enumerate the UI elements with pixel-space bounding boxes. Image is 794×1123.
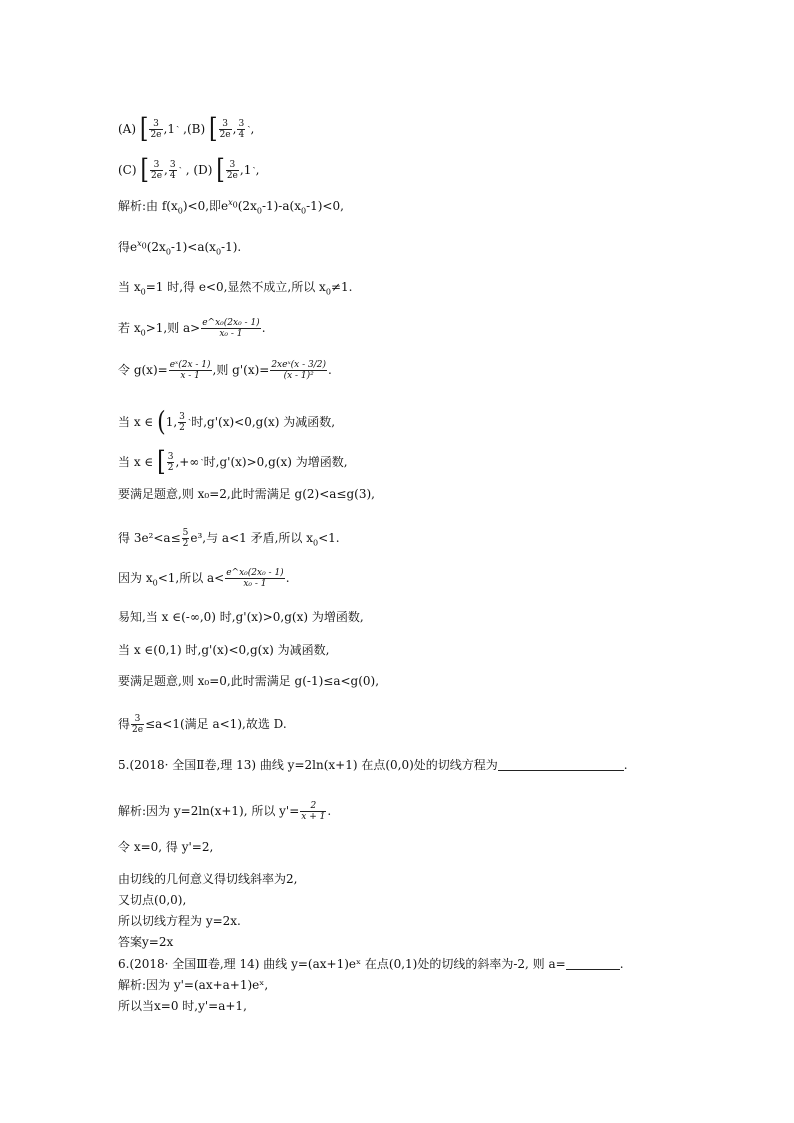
solution-line: 要满足题意,则 x₀=2,此时需满足 g(2)<a≤g(3), (118, 487, 375, 501)
option-a-label: (A) (118, 122, 137, 136)
answer-line: 答案y=2x (118, 935, 174, 949)
answer-blank (566, 958, 620, 970)
answer-blank (498, 759, 624, 771)
solution-line: 所以切线方程为 y=2x. (118, 914, 241, 928)
solution-line: 要满足题意,则 x₀=0,此时需满足 g(-1)≤a<g(0), (118, 674, 380, 688)
options-cd: (C) [ $\frac{3}{2e}$ , $\frac{3}{4}$ ˎ , (D) [ $\frac{3}{2e}$ ,1ˎ, (118, 154, 260, 186)
solution-line: 若 $x_0>1$,则 a> $\frac{\text{e\textasciicircum{}x₀(2x₀ - 1)}}{\text{x₀ - 1}}$ . (118, 318, 266, 339)
solution-line: 当 x ∈(0,1) 时,g'(x)<0,g(x) 为减函数, (118, 643, 330, 657)
solution-line: 解析:因为 y'=(ax+a+1)eˣ, (118, 978, 269, 992)
problem-5-question: 5.(2018· 全国Ⅱ卷,理 13) 曲线 y=2ln(x+1) 在点(0,0)处的切线方程为 . (118, 758, 628, 772)
solution-line: 因为 $x_0<1$,所以 a< $\frac{\text{e\textasciicircum{}x₀(2x₀ - 1)}}{\text{x₀ - 1}}$ . (118, 568, 290, 589)
solution-line: 易知,当 x ∈(-∞,0) 时,g'(x)>0,g(x) 为增函数, (118, 610, 364, 624)
solution-line: 得$e^{x_0}(2x_0-1)<a(x_0-1)$. (118, 239, 242, 257)
solution-line: 令 x=0, 得 y'=2, (118, 840, 214, 854)
solution-line: 解析:由 $f(x_0)<0$,即$e^{x_0}(2x_0-1)-a(x_0-1)<0$, (118, 198, 344, 216)
solution-line: 解析:因为 y=2ln(x+1), 所以 y'= $\frac{2}{x + 1}$ . (118, 801, 332, 822)
solution-line: 又切点(0,0), (118, 893, 187, 907)
solution-line: 当 x ∈ (1, $\frac{3}{2}$ ˎ时,g'(x)<0,g(x) 为减函数, (118, 406, 336, 438)
solution-line: 得 3e²<a≤ $\frac{5}{2}$ e³,与 a<1 矛盾,所以 $x_0<1$. (118, 528, 340, 549)
option-c-label: (C) (118, 163, 137, 177)
solution-line: 当 x ∈ [ $\frac{3}{2}$ ,+∞ˎ时,g'(x)>0,g(x) 为增函数, (118, 446, 348, 478)
solution-line: 令 g(x)= $\frac{\text{eˣ(2x - 1)}}{x - 1}$ ,则 g'(x)= $\frac{\text{2xeˣ(x - 3/2)}}{\text{(x - 1)²}}$ . (118, 360, 332, 381)
option-b-label: ,(B) (183, 122, 206, 136)
solution-line: 当 $x_0=1$ 时,得 e<0,显然不成立,所以 $x_0\ne 1$. (118, 280, 353, 297)
solution-line: 所以当x=0 时,y'=a+1, (118, 999, 247, 1013)
option-d-label: , (D) (185, 163, 213, 177)
problem-6-question: 6.(2018· 全国Ⅲ卷,理 14) 曲线 y=(ax+1)eˣ 在点(0,1)处的切线的斜率为-2, 则 a= . (118, 957, 624, 971)
solution-line: 由切线的几何意义得切线斜率为2, (118, 872, 298, 886)
solution-line: 得 $\frac{3}{2e}$ ≤a<1(满足 a<1),故选 D. (118, 714, 287, 735)
options-ab: (A) [ $\frac{3}{2e}$ ,1ˎ ,(B) [ $\frac{3}{2e}$ , $\frac{3}{4}$ ˎ, (118, 113, 255, 145)
